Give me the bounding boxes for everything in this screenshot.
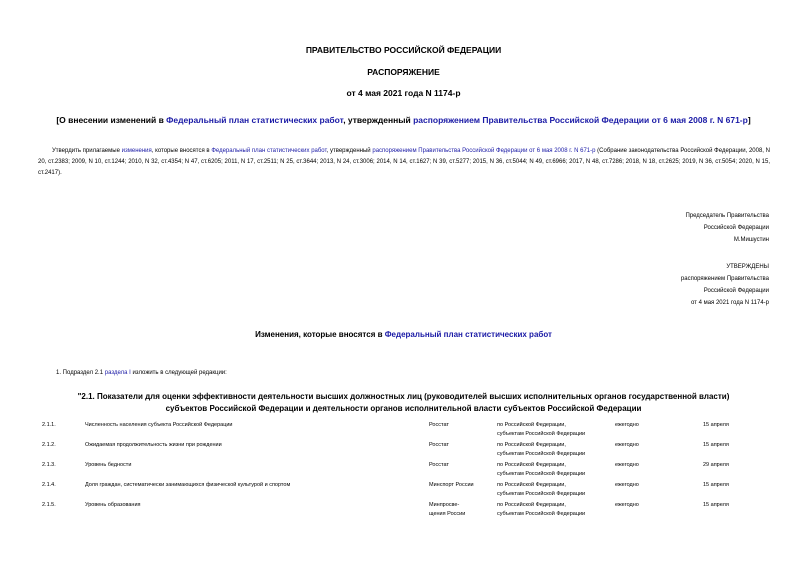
responsible-agency: Росстат xyxy=(429,422,449,428)
plan-link[interactable]: Федеральный план статистических работ xyxy=(211,148,327,154)
indicator-name: Уровень образования xyxy=(85,502,141,508)
indicator-name: Ожидаемая продолжительность жизни при рождении xyxy=(85,442,222,448)
data-level-line-2: субъектам Российской Федерации xyxy=(497,471,586,477)
item-1-suffix: изложить в следующей редакции: xyxy=(130,370,227,376)
responsible-agency: Минспорт России xyxy=(429,482,474,488)
data-level-line-1: по Российской Федерации, xyxy=(497,482,566,488)
section-i-link[interactable]: раздела I xyxy=(104,370,131,376)
indicators-table xyxy=(42,421,763,521)
body-text-1: Утвердить прилагаемые xyxy=(52,148,122,154)
data-level xyxy=(497,461,615,481)
approval-date: от 4 мая 2021 года N 1174-р xyxy=(690,300,769,306)
responsible-agency: Росстат xyxy=(429,462,449,468)
subject-suffix: ] xyxy=(747,115,751,125)
data-level-line-1: по Российской Федерации, xyxy=(497,502,566,508)
section-title-line-1: "2.1. Показатели для оценки эффективности деятельности высших должностных лиц (руководителей высших исполнительных органов государственной власти) xyxy=(77,392,730,401)
periodicity: ежегодно xyxy=(615,422,639,428)
approval-title: УТВЕРЖДЕНЫ xyxy=(726,264,769,270)
due-date: 15 апреля xyxy=(703,422,729,428)
federal-plan-link[interactable]: Федеральный план статистических работ xyxy=(166,115,344,125)
indicator-number: 2.1.3. xyxy=(42,462,56,468)
subject-prefix: [О внесении изменений в xyxy=(56,115,167,125)
item-1-prefix: 1. Подраздел 2.1 xyxy=(56,370,105,376)
table-row xyxy=(42,461,763,481)
due-date: 15 апреля xyxy=(703,482,729,488)
table-row xyxy=(42,421,763,441)
document-subject xyxy=(0,115,807,125)
signature-block xyxy=(685,210,769,246)
indicator-number: 2.1.1. xyxy=(42,422,56,428)
changes-plan-link[interactable]: Федеральный план статистических работ xyxy=(384,330,552,339)
item-1 xyxy=(56,370,227,376)
document-date: от 4 мая 2021 года N 1174-р xyxy=(346,88,461,98)
responsible-agency: Минпросве- щения России xyxy=(429,502,466,517)
data-level xyxy=(497,481,615,501)
periodicity: ежегодно xyxy=(615,502,639,508)
changes-heading-prefix: Изменения, которые вносятся в xyxy=(255,330,385,339)
changes-link[interactable]: изменения xyxy=(121,148,152,154)
document-type-heading: РАСПОРЯЖЕНИЕ xyxy=(367,67,440,77)
body-text-3: , утвержденный xyxy=(326,148,373,154)
approval-line-3: Российской Федерации xyxy=(703,288,769,294)
data-level-line-2: субъектам Российской Федерации xyxy=(497,431,586,437)
data-level-line-2: субъектам Российской Федерации xyxy=(497,451,586,457)
table-row xyxy=(42,481,763,501)
body-text-4: (Собрание законодательства Российской Федерации, 2008, N 20, ст.2383; 2009, N 10, ст.1244; 2010, N 32, ст.4354; N 47, ст.6205; 2011, N 17, ст.2511; N 25, ст.3644; 2013, N 24, ст.3006; 2014, N 14, ст.1627; N 39, ст.5277; 2015, N 36, ст.5044; N 49, ст.6966; 2017, N 48, ст.7286; 2018, N 18, ст.2625; 2019, N 36, ст.5054; 2020, N 15, ст.2417). xyxy=(38,148,770,176)
data-level-line-2: субъектам Российской Федерации xyxy=(497,491,586,497)
resolution-text xyxy=(38,146,770,179)
subject-mid: , утвержденный xyxy=(343,115,414,125)
data-level-line-1: по Российской Федерации, xyxy=(497,462,566,468)
approval-line-2: распоряжением Правительства xyxy=(680,276,769,282)
order-link[interactable]: распоряжением Правительства Российской Федерации от 6 мая 2008 г. N 671-р xyxy=(372,148,596,154)
indicator-number: 2.1.4. xyxy=(42,482,56,488)
table-row xyxy=(42,441,763,461)
section-2-1-title xyxy=(40,391,767,415)
periodicity: ежегодно xyxy=(615,462,639,468)
signature-title: Председатель Правительства xyxy=(685,213,769,219)
changes-heading xyxy=(0,330,807,339)
periodicity: ежегодно xyxy=(615,482,639,488)
approval-block xyxy=(681,261,769,309)
signature-org: Российской Федерации xyxy=(703,225,769,231)
data-level-line-2: субъектам Российской Федерации xyxy=(497,511,586,517)
due-date: 15 апреля xyxy=(703,442,729,448)
indicator-number: 2.1.5. xyxy=(42,502,56,508)
signature-name: М.Мишустин xyxy=(733,237,769,243)
due-date: 15 апреля xyxy=(703,502,729,508)
data-level xyxy=(497,441,615,461)
indicator-name: Численность населения субъекта Российской Федерации xyxy=(85,422,233,428)
body-text-2: , которые вносятся в xyxy=(151,148,212,154)
order-671-link[interactable]: распоряжением Правительства Российской Федерации от 6 мая 2008 г. N 671-р xyxy=(413,115,748,125)
indicator-name: Доля граждан, систематически занимающихся физической культурой и спортом xyxy=(85,482,291,488)
government-heading: ПРАВИТЕЛЬСТВО РОССИЙСКОЙ ФЕДЕРАЦИИ xyxy=(305,45,502,55)
data-level xyxy=(497,421,615,441)
indicator-name: Уровень бедности xyxy=(85,462,132,468)
data-level xyxy=(497,501,615,521)
due-date: 29 апреля xyxy=(703,462,729,468)
responsible-agency: Росстат xyxy=(429,442,449,448)
indicator-number: 2.1.2. xyxy=(42,442,56,448)
data-level-line-1: по Российской Федерации, xyxy=(497,422,566,428)
periodicity: ежегодно xyxy=(615,442,639,448)
data-level-line-1: по Российской Федерации, xyxy=(497,442,566,448)
table-row xyxy=(42,501,763,521)
section-title-line-2: субъектов Российской Федерации и деятельности органов исполнительной власти субъектов Российской Федерации xyxy=(165,404,642,413)
